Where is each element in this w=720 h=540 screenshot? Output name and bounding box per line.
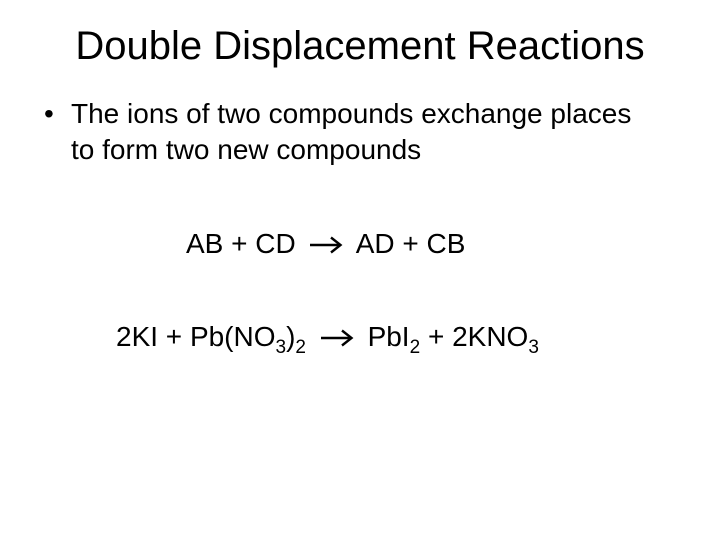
reactant-text: 2KI + Pb(NO (116, 321, 276, 352)
iodide-subscript: 2 (409, 337, 421, 358)
product-lead-iodide: PbI (367, 321, 410, 352)
potassium-nitrate-subscript: 3 (528, 337, 539, 358)
example-equation (116, 319, 539, 358)
general-equation (186, 226, 465, 262)
product-potassium-nitrate: + 2KNO (427, 321, 529, 352)
bullet-text: The ions of two compounds exchange places to form two new compounds (71, 98, 632, 165)
general-equation-reactants: AB + CD (186, 228, 296, 259)
nitrate-subscript: 3 (275, 337, 287, 358)
right-arrow-icon (309, 236, 343, 254)
bullet-marker: • (44, 98, 54, 129)
close-paren: ) (286, 321, 296, 352)
right-arrow-icon (320, 329, 354, 347)
lead-nitrate-subscript: 2 (295, 337, 306, 358)
slide-title: Double Displacement Reactions (75, 24, 645, 68)
general-equation-products: AD + CB (355, 228, 466, 259)
